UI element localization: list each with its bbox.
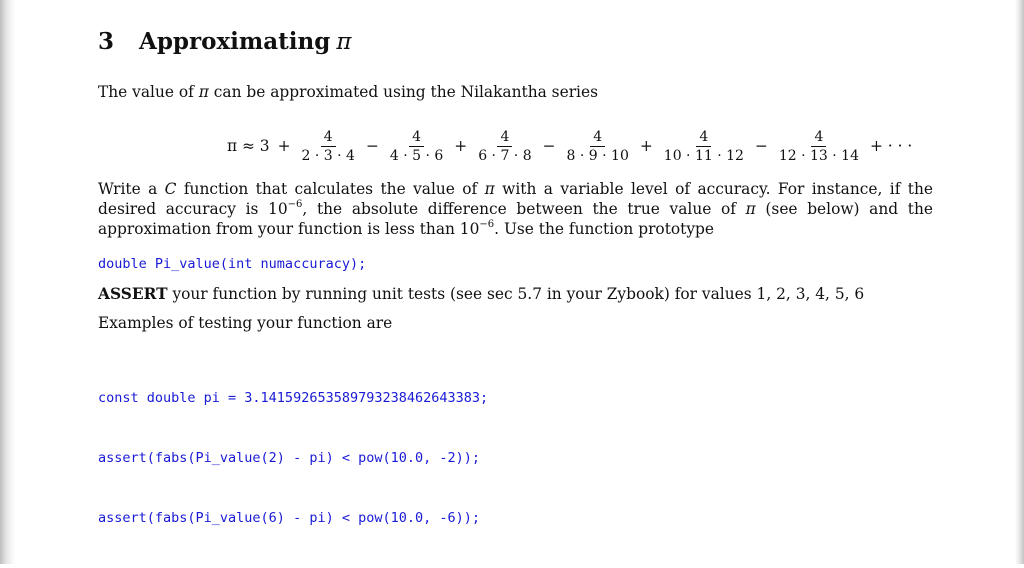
fraction-numerator: 4	[696, 129, 711, 147]
description-paragraph	[98, 179, 933, 239]
fraction-numerator: 4	[590, 129, 605, 147]
fraction-denominator: 4 · 5 · 6	[389, 147, 444, 164]
description-text: with a variable level of accuracy. For instance, if the desired accuracy is 10	[98, 180, 933, 218]
fraction-denominator: 8 · 9 · 10	[566, 147, 629, 164]
description-text: (see below) and the approximation from your function is less than 10	[98, 200, 933, 238]
series-lhs: π ≈ 3	[227, 137, 270, 155]
c-language-label: C	[164, 180, 177, 198]
exponent: −6	[287, 199, 303, 210]
example-code-block	[98, 348, 488, 568]
description-text: . Use the function prototype	[494, 220, 714, 238]
series-fraction	[475, 129, 534, 164]
series-fraction	[387, 129, 446, 164]
prototype-code: double Pi_value(int numaccuracy);	[98, 256, 367, 272]
description-text: , the absolute difference between the true value of	[302, 200, 746, 218]
pi-symbol: π	[198, 83, 209, 101]
viewer-right-edge	[1015, 0, 1024, 564]
fraction-numerator: 4	[321, 129, 336, 147]
code-line: assert(fabs(Pi_value(6) - pi) < pow(10.0, -6));	[98, 510, 481, 526]
examples-label: Examples of testing your function are	[98, 314, 393, 332]
fraction-denominator: 10 · 11 · 12	[663, 147, 744, 164]
series-fraction	[776, 129, 862, 164]
series-operator: +	[277, 137, 291, 155]
description-text: function that calculates the value of	[176, 180, 485, 198]
series-fraction	[564, 129, 632, 164]
description-text: Write a	[98, 180, 165, 198]
intro-paragraph	[98, 82, 598, 102]
fraction-numerator: 4	[497, 129, 512, 147]
viewer-left-edge	[0, 0, 16, 564]
assert-keyword: ASSERT	[98, 285, 168, 303]
nilakantha-series-formula	[223, 123, 916, 169]
pi-symbol: π	[745, 200, 756, 218]
assert-text: your function by running unit tests (see sec 5.7 in your Zybook) for values 1, 2, 3, 4, 5, 6	[167, 285, 865, 303]
section-heading	[98, 28, 351, 55]
fraction-denominator: 6 · 7 · 8	[478, 147, 532, 164]
intro-text-start: The value of	[98, 83, 199, 101]
code-line: const double pi = 3.141592653589793238462643383;	[98, 390, 489, 406]
series-operator: +	[639, 137, 653, 155]
series-operator: +	[454, 137, 468, 155]
fraction-denominator: 2 · 3 · 4	[301, 147, 355, 164]
series-fraction	[661, 129, 747, 164]
series-operator: −	[542, 137, 556, 155]
section-number: 3	[98, 28, 115, 55]
series-fraction	[299, 129, 358, 164]
fraction-numerator: 4	[409, 129, 424, 147]
code-line: assert(fabs(Pi_value(2) - pi) < pow(10.0, -2));	[98, 450, 481, 466]
assert-paragraph	[98, 284, 864, 304]
fraction-denominator: 12 · 13 · 14	[778, 147, 859, 164]
exponent: −6	[479, 219, 495, 230]
section-title: Approximating	[139, 28, 331, 55]
section-title-symbol: π	[336, 29, 352, 55]
fraction-numerator: 4	[811, 129, 826, 147]
series-operator: −	[365, 137, 379, 155]
series-tail: + · · ·	[870, 137, 913, 155]
series-operator: −	[754, 137, 768, 155]
intro-text-end: can be approximated using the Nilakantha series	[208, 83, 598, 101]
pi-symbol: π	[484, 180, 495, 198]
